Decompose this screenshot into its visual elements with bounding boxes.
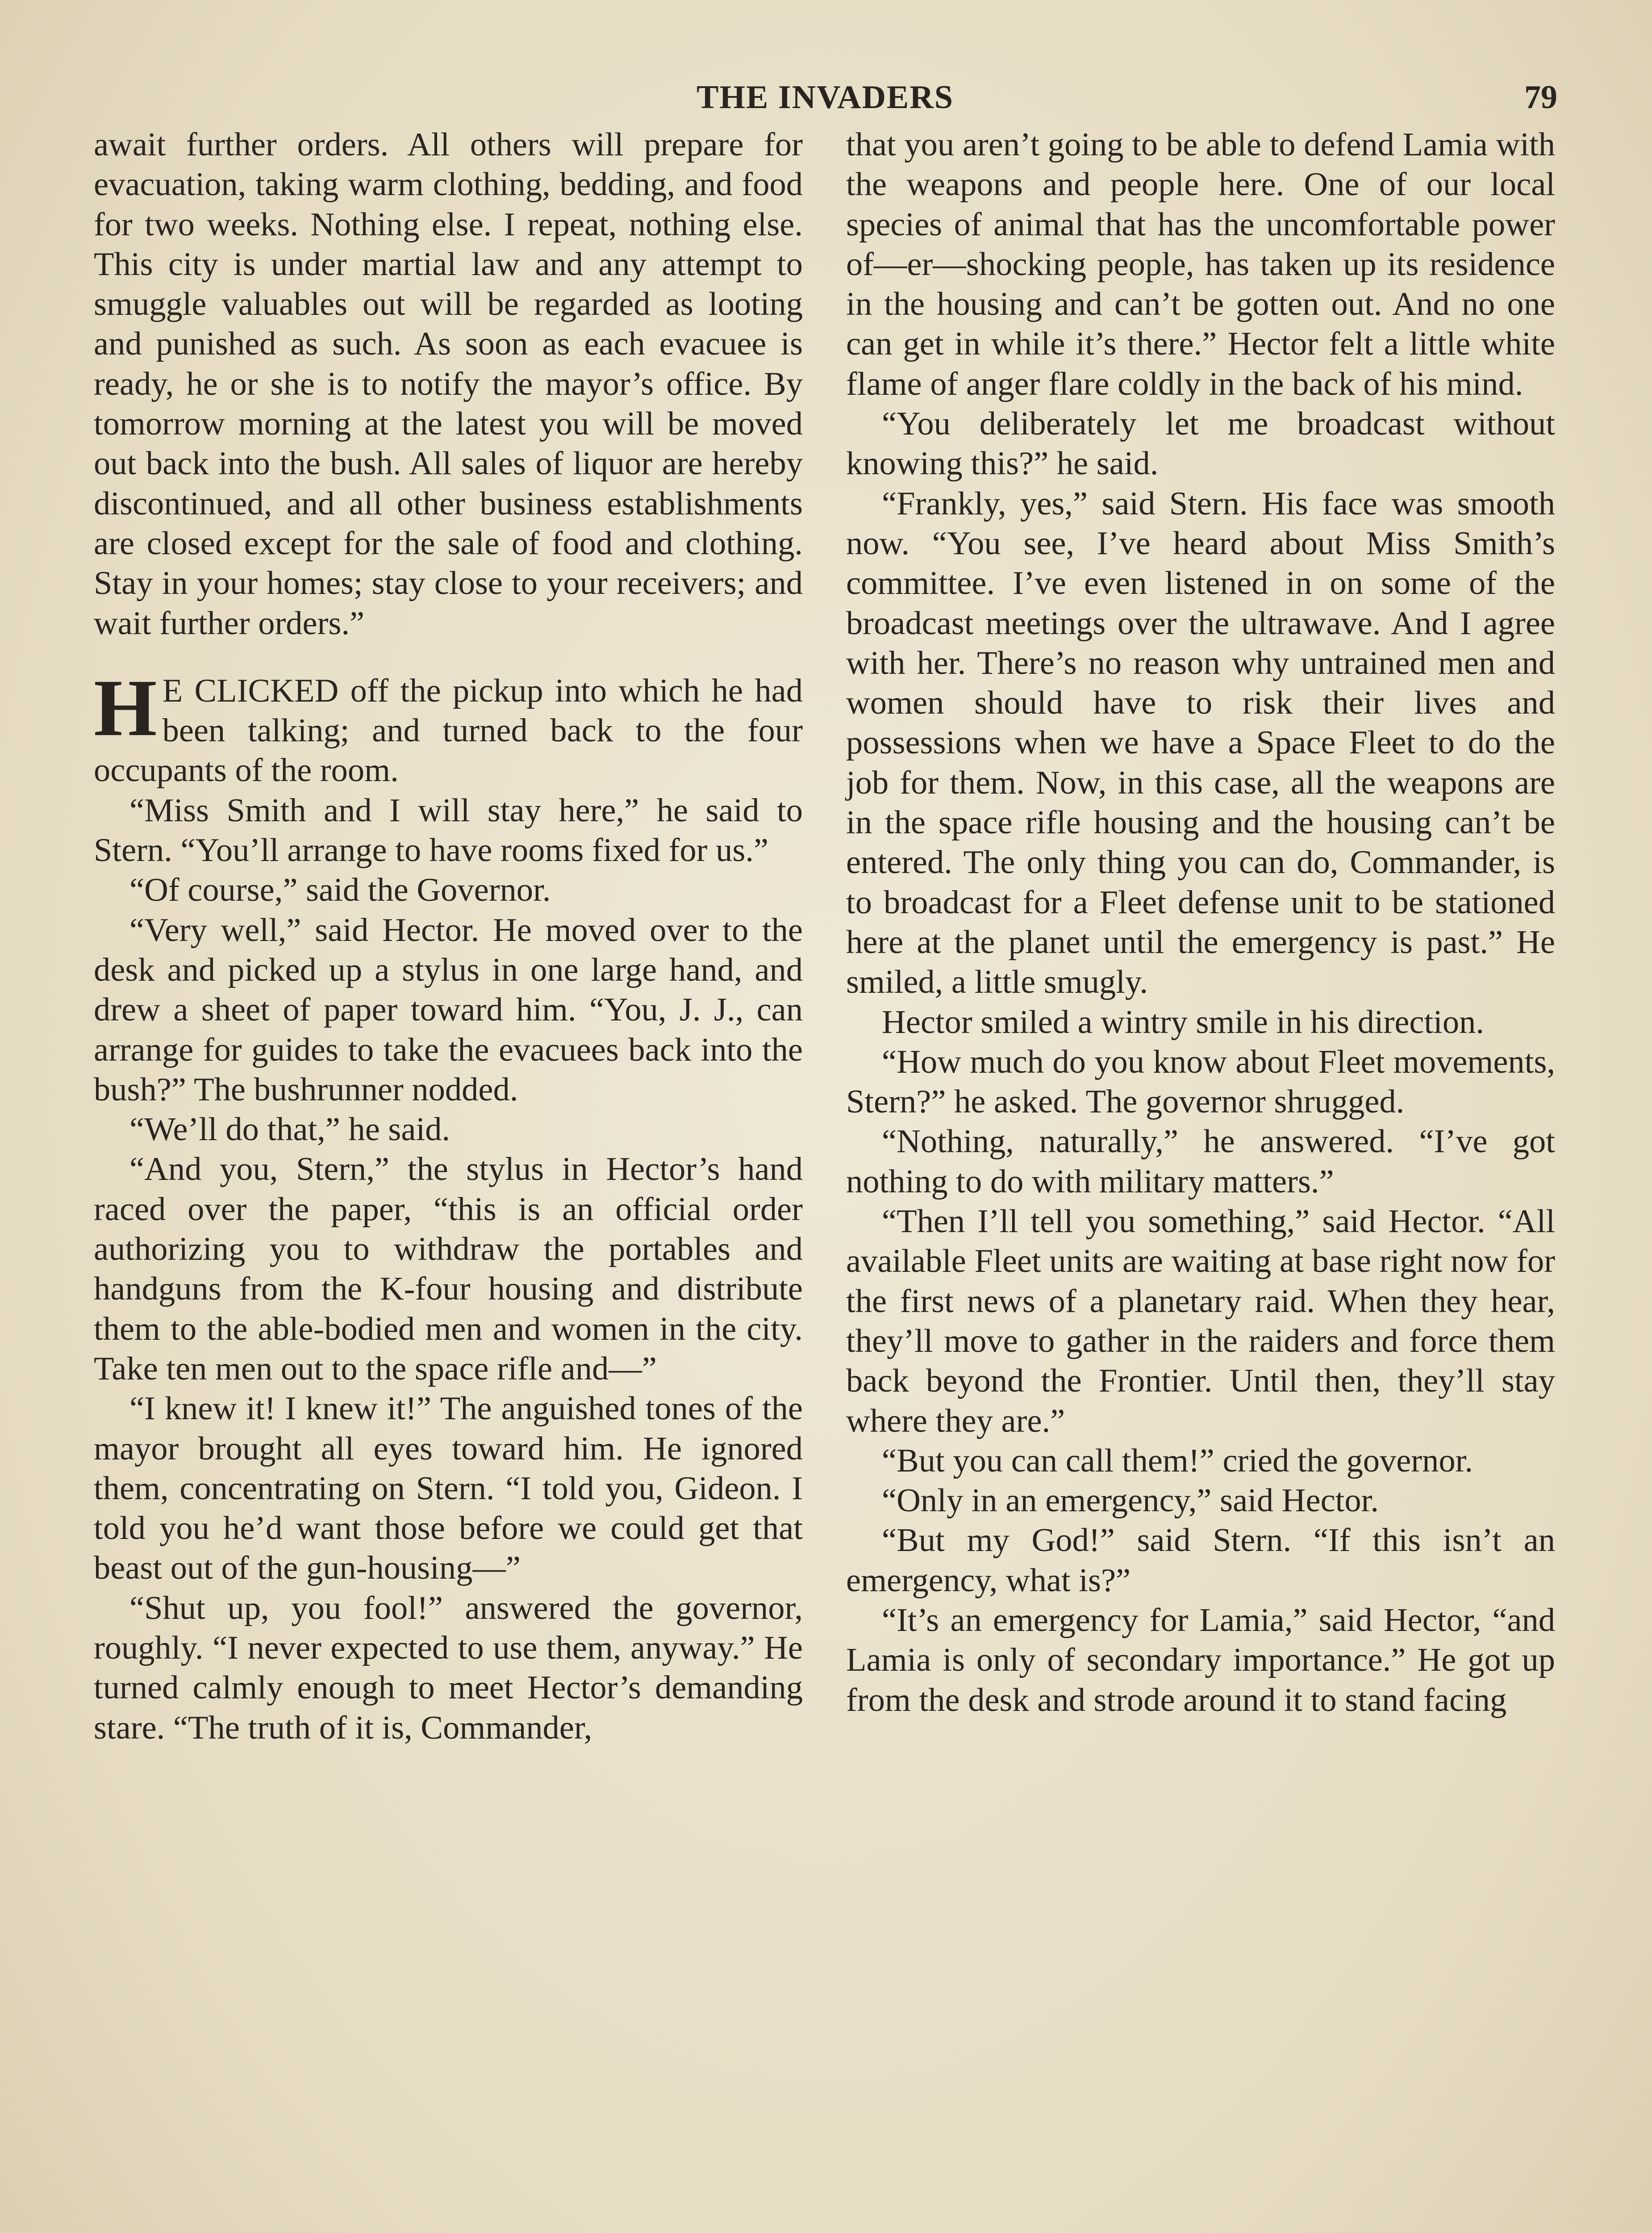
paragraph: “I knew it! I knew it!” The anguished tones of the mayor brought all eyes toward him. He ignored them, concentrating on Stern. “I told you, Gideon. I told you he’d want those before we could get that beast out of the gun-housing—” [94,1390,803,1587]
paragraph: “You deliberately let me broadcast without knowing this?” he said. [846,406,1555,482]
paragraph: “And you, Stern,” the stylus in Hector’s hand raced over the paper, “this is an official order authorizing you to withdraw the portables and handguns from the K-four housing and distribute them to the able-bodied men and women in the city. Take ten men out to the space rifle and—” [94,1151,803,1387]
paragraph: “But you can call them!” cried the governor. [882,1442,1473,1479]
paragraph: “We’ll do that,” he said. [129,1111,451,1148]
paragraph: “But my God!” said Stern. “If this isn’t an emergency, what is?” [846,1522,1555,1599]
paragraph: “Then I’ll tell you something,” said Hector. “All available Fleet units are waiting at base right now for the first news of a planetary raid. When they hear, they’ll move to gather in the raiders and force them back beyond the Frontier. Until then, they’ll stay where they are.” [846,1203,1555,1439]
paragraph-text: E CLICKED off the pickup into which he had been talking; and turned back to the four occupants of the room. [94,672,803,789]
paragraph: “Miss Smith and I will stay here,” he said to Stern. “You’ll arrange to have rooms fixed for us.” [94,792,803,869]
drop-cap: H [94,663,157,753]
paragraph: “Only in an emergency,” said Hector. [882,1482,1379,1519]
paragraph: Hector smiled a wintry smile in his direction. [882,1004,1485,1041]
running-head: THE INVADERS [697,79,954,116]
paragraph-section-start [94,663,803,791]
paragraph: “Frankly, yes,” said Stern. His face was smooth now. “You see, I’ve heard about Miss Smith’s committee. I’ve even listened in on some of the broadcast meetings over the ultrawave. And I agree with her. There’s no reason why untrained men and women should have to risk their lives and possessions when we have a Space Fleet to do the job for them. Now, in this case, all the weapons are in the space rifle housing and the housing can’t be entered. The only thing you can do, Commander, is to broadcast for a Fleet defense unit to be stationed here at the planet until the emergency is past.” He smiled, a little smugly. [846,485,1555,1001]
paragraph: “Shut up, you fool!” answered the governor, roughly. “I never expected to use them, anyway.” He turned calmly enough to meet Hector’s demanding stare. “The truth of it is, Commander, [94,1589,803,1746]
paragraph: that you aren’t going to be able to defend Lamia with the weapons and people here. One of our local species of animal that has the uncomfortable power of—er—shocking people, has taken up its residence in the housing and can’t be gotten out. And no one can get in while it’s there.” Hector felt a little white flame of anger flare coldly in the back of his mind. [846,126,1555,402]
page-header [93,79,1557,128]
left-column [94,125,803,2233]
paragraph: “It’s an emergency for Lamia,” said Hector, “and Lamia is only of secondary importance.” He got up from the desk and strode around it to stand facing [846,1602,1555,1719]
paragraph: “Nothing, naturally,” he answered. “I’ve got nothing to do with military matters.” [846,1123,1555,1200]
paragraph: “Very well,” said Hector. He moved over to the desk and picked up a stylus in one large hand, and drew a sheet of paper toward him. “You, J. J., can arrange for guides to take the evacuees back into the bush?” The bushrunner nodded. [94,912,803,1108]
paragraph: await further orders. All others will prepare for evacuation, taking warm clothing, bedding, and food for two weeks. Nothing else. I repeat, nothing else. This city is under martial law and any attempt to smuggle valuables out will be regarded as looting and punished as such. As soon as each evacuee is ready, he or she is to notify the mayor’s office. By tomorrow morning at the latest you will be moved out back into the bush. All sales of liquor are hereby discontinued, and all other business establishments are closed except for the sale of food and clothing. Stay in your homes; stay close to your receivers; and wait further orders.” [94,126,803,642]
paragraph: “How much do you know about Fleet movements, Stern?” he asked. The governor shrugged. [846,1043,1555,1121]
page-number: 79 [1524,79,1557,116]
paragraph: “Of course,” said the Governor. [129,872,551,909]
right-column [846,125,1555,2233]
